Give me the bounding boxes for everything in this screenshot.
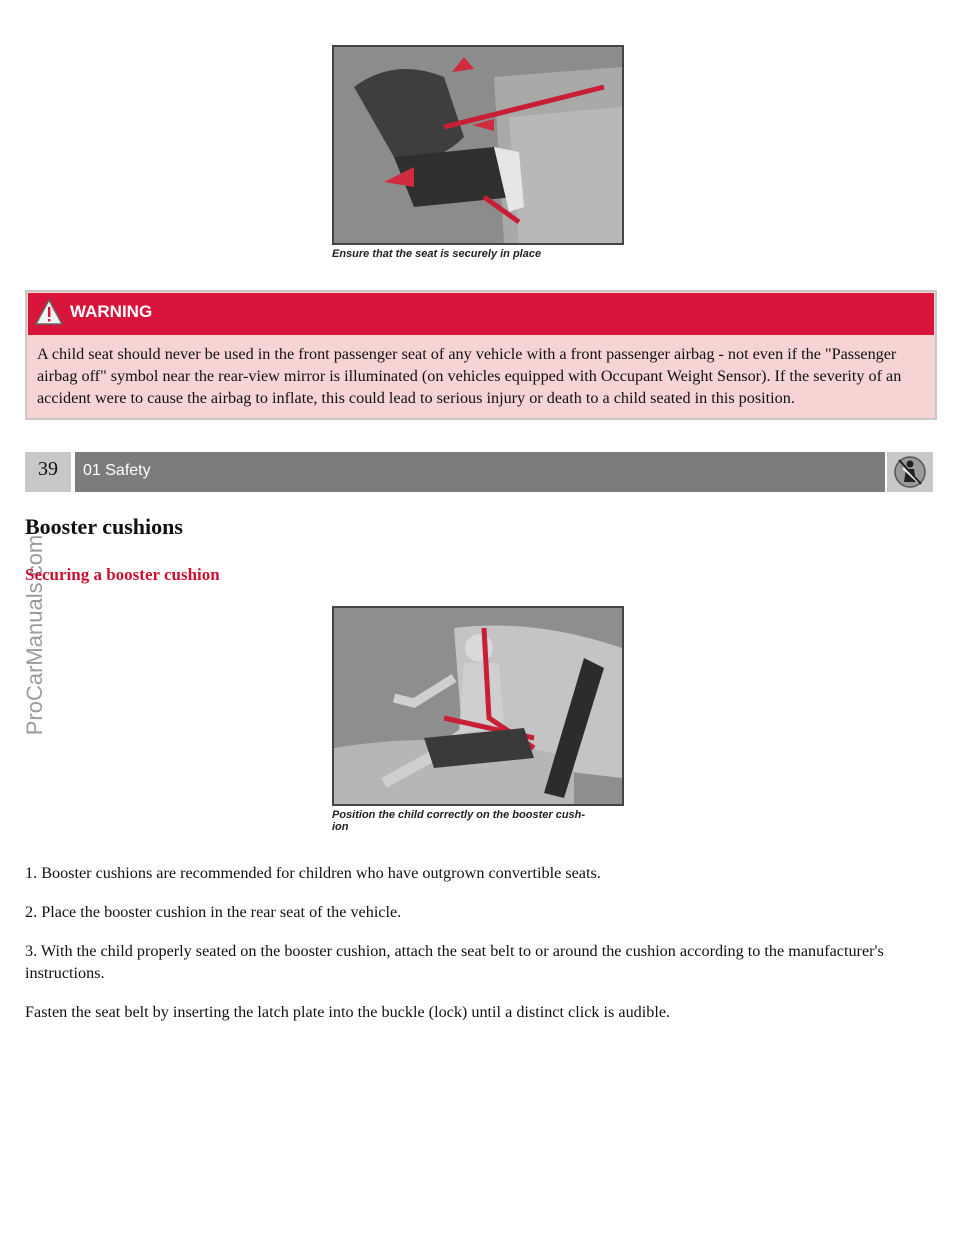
paragraph-3: 3. With the child properly seated on the booster cushion, attach the seat belt to or around the cushion according to the manufacturer's instructions. [25,942,884,982]
paragraph-2: 2. Place the booster cushion in the rear seat of the vehicle. [25,903,402,921]
seatbelt-icon [893,454,927,490]
chapter-bar [75,452,885,492]
section-header [25,452,933,492]
side-watermark [20,500,50,770]
paragraph-4: Fasten the seat belt by inserting the latch plate into the buckle (lock) until a distinct click is audible. [25,1003,671,1021]
warning-box [25,290,937,420]
chapter-title: 01 Safety [83,462,151,479]
warning-body: A child seat should never be used in the front passenger seat of any vehicle with a front passenger airbag - not even if the "Passenger airbag off" symbol near the rear-view mirror is illuminated (on vehicles equipped with Occupant Weight Sensor). If the severity of an accident were to cause the airbag to inflate, this could lead to serious injury or death to a child seated in this position. [37,345,902,407]
side-watermark-text: ProCarManuals.com [22,534,47,736]
figure-booster-image [332,606,624,806]
chapter-icon-box [887,452,933,492]
figure-seat-secure-caption: Ensure that the seat is securely in place [332,248,542,260]
paragraph-1: 1. Booster cushions are recommended for children who have outgrown convertible seats. [25,864,601,882]
figure-booster-caption-line1: Position the child correctly on the booster cush- [332,809,586,821]
figure-seat-secure [332,45,624,260]
figure-booster-caption-line2: ion [332,821,349,833]
section-heading: Booster cushions [25,514,183,539]
warning-header [28,293,934,335]
warning-title: WARNING [70,302,153,321]
warning-triangle-icon [34,298,64,326]
figure-seat-secure-image [332,45,624,245]
figure-booster-caption [332,809,624,833]
subheading: Securing a booster cushion [25,565,220,584]
page-number: 39 [25,452,71,492]
figure-booster [332,606,624,833]
